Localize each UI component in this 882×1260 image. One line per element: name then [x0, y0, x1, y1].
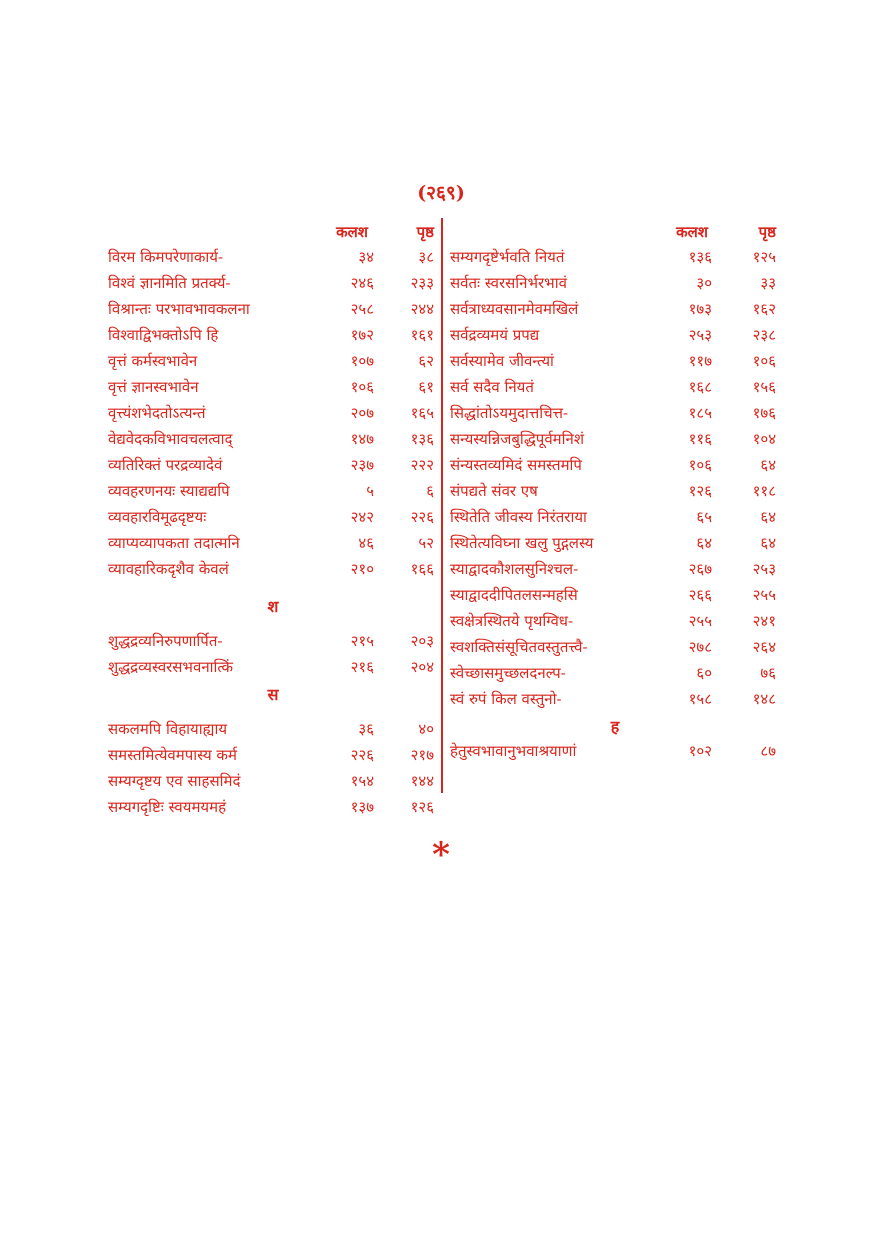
- page-number: (२६९): [417, 182, 465, 204]
- index-row: [450, 324, 780, 350]
- page-number-value: १७६: [752, 404, 776, 422]
- kalash-number: १६८: [688, 378, 712, 396]
- kalash-number: १८५: [688, 404, 712, 422]
- index-row: [108, 480, 438, 506]
- kalash-number: २१६: [350, 658, 374, 676]
- index-row: [450, 376, 780, 402]
- index-row: [450, 350, 780, 376]
- left-column-header: [108, 220, 438, 246]
- kalash-number: १३६: [688, 248, 712, 266]
- kalash-number: १७३: [688, 300, 712, 318]
- entry-text: विश्रान्तः परभावभावकलना: [108, 300, 250, 318]
- entry-text: विरम किमपरेणाकार्य-: [108, 248, 224, 266]
- index-row: [108, 630, 438, 656]
- kalash-number: ४६: [358, 534, 374, 552]
- index-row: [108, 532, 438, 558]
- entry-text: सिद्धांतोऽयमुदात्तचित्त-: [450, 404, 569, 422]
- kalash-number: १४७: [350, 430, 374, 448]
- page-number-value: १६६: [410, 560, 434, 578]
- index-row: [108, 718, 438, 744]
- page-number-value: २६४: [752, 638, 776, 656]
- index-row: [108, 770, 438, 796]
- kalash-number: २५५: [688, 612, 712, 630]
- section-heading-ha: ह: [610, 717, 620, 736]
- entry-text: वेद्यवेदकविभावचलत्वाद्: [108, 430, 233, 448]
- kalash-header: कलश: [336, 223, 368, 241]
- index-row: [450, 558, 780, 584]
- index-row: [108, 246, 438, 272]
- entry-text: सम्यगदृष्टेर्भवति नियतं: [450, 248, 565, 266]
- page-number-value: १४४: [410, 772, 434, 790]
- page-number-value: २४१: [752, 612, 776, 630]
- page-number-value: ८७: [760, 742, 776, 760]
- kalash-number: १३७: [350, 798, 374, 816]
- kalash-number: ११६: [688, 430, 712, 448]
- kalash-number: २३७: [350, 456, 374, 474]
- page-number-value: ६१: [418, 378, 434, 396]
- kalash-number: २४६: [350, 274, 374, 292]
- index-row: [108, 744, 438, 770]
- kalash-number: २४२: [350, 508, 374, 526]
- index-row: [450, 740, 780, 766]
- entry-text: व्यवहरणनयः स्याद्यद्यपि: [108, 482, 230, 500]
- entry-text: सम्यगदृष्टिः स्वयमयमहं: [108, 798, 227, 816]
- kalash-number: ५: [366, 482, 374, 500]
- page-number-value: ६२: [418, 352, 434, 370]
- index-row: [108, 454, 438, 480]
- entry-text: सर्वस्यामेव जीवन्त्यां: [450, 352, 554, 370]
- entry-text: व्याप्यव्यापकता तदात्मनि: [108, 534, 240, 552]
- kalash-number: १०६: [688, 456, 712, 474]
- index-row: [450, 584, 780, 610]
- entry-text: शुद्धद्रव्यस्वरसभवनात्किं: [108, 658, 233, 676]
- right-group-1: [450, 246, 780, 714]
- page-number-value: २५५: [752, 586, 776, 604]
- page-number-value: ३३: [760, 274, 776, 292]
- end-mark: *: [432, 835, 450, 875]
- kalash-number: ६०: [696, 664, 712, 682]
- index-row: [108, 428, 438, 454]
- left-group-1: [108, 246, 438, 584]
- page-number-value: १२६: [410, 798, 434, 816]
- entry-text: समस्तमित्येवमपास्य कर्म: [108, 746, 237, 764]
- page-number-value: ४०: [418, 720, 434, 738]
- kalash-number: १५८: [688, 690, 712, 708]
- index-row: [108, 272, 438, 298]
- index-row: [108, 350, 438, 376]
- section-heading-sa: स: [267, 685, 279, 704]
- page-number-value: १६५: [410, 404, 434, 422]
- index-row: [108, 558, 438, 584]
- entry-text: स्वं रुपं किल वस्तुनो-: [450, 690, 562, 708]
- index-row: [450, 402, 780, 428]
- index-row: [450, 428, 780, 454]
- entry-text: स्वक्षेत्रस्थितये पृथग्विध-: [450, 612, 574, 630]
- page-header: पृष्ठ: [758, 223, 776, 241]
- kalash-header: कलश: [676, 223, 708, 241]
- kalash-number: २१५: [350, 632, 374, 650]
- entry-text: शुद्धद्रव्यनिरुपणार्पित-: [108, 632, 223, 650]
- entry-text: सर्वतः स्वरसनिर्भरभावं: [450, 274, 567, 292]
- page-number-value: ५२: [418, 534, 434, 552]
- index-row: [108, 376, 438, 402]
- page-number-value: ६: [426, 482, 434, 500]
- kalash-number: ६४: [696, 534, 712, 552]
- kalash-number: २५३: [688, 326, 712, 344]
- entry-text: स्थितेति जीवस्य निरंतराया: [450, 508, 587, 526]
- entry-text: विश्वाद्विभक्तोऽपि हि: [108, 326, 219, 344]
- section-heading-sha: श: [267, 597, 279, 616]
- page-number-value: २३३: [410, 274, 434, 292]
- entry-text: सकलमपि विहायाह्याय: [108, 720, 228, 738]
- page-number-value: १६१: [410, 326, 434, 344]
- index-row: [108, 656, 438, 682]
- page-number-value: २०३: [410, 632, 434, 650]
- kalash-number: १०६: [350, 378, 374, 396]
- index-row: [450, 610, 780, 636]
- page-header: पृष्ठ: [416, 223, 434, 241]
- index-row: [450, 454, 780, 480]
- page-number-value: १४८: [752, 690, 776, 708]
- entry-text: वृत्त्यंशभेदतोऽत्यन्तं: [108, 404, 206, 422]
- page-number-value: १०६: [752, 352, 776, 370]
- kalash-number: १२६: [688, 482, 712, 500]
- index-row: [450, 662, 780, 688]
- entry-text: वृत्तं कर्मस्वभावेन: [108, 352, 198, 370]
- kalash-number: २५८: [350, 300, 374, 318]
- entry-text: संन्यस्तव्यमिदं समस्तमपि: [450, 456, 582, 474]
- entry-text: व्यतिरिक्तं परद्रव्यादेवं: [108, 456, 223, 474]
- page-number-value: २२२: [410, 456, 434, 474]
- column-divider: [441, 218, 443, 793]
- kalash-number: २७८: [688, 638, 712, 656]
- page-number-value: १५६: [752, 378, 776, 396]
- entry-text: व्यावहारिकदृशैव केवलं: [108, 560, 229, 578]
- page-number-value: २३८: [752, 326, 776, 344]
- entry-text: सम्यग्दृष्टय एव साहसमिदं: [108, 772, 241, 790]
- entry-text: व्यवहारविमूढदृष्टयः: [108, 508, 207, 526]
- kalash-number: २६७: [688, 560, 712, 578]
- entry-text: स्याद्वादकौशलसुनिश्चल-: [450, 560, 579, 578]
- page-number-value: २०४: [410, 658, 434, 676]
- left-group-3: [108, 718, 438, 822]
- page-number-value: ६४: [760, 534, 776, 552]
- page-number-value: ७६: [760, 664, 776, 682]
- page-number-value: १०४: [752, 430, 776, 448]
- index-row: [450, 636, 780, 662]
- entry-text: स्वेच्छासमुच्छलदनल्प-: [450, 664, 566, 682]
- page-number-value: ३८: [418, 248, 434, 266]
- kalash-number: २२६: [350, 746, 374, 764]
- kalash-number: १५४: [350, 772, 374, 790]
- entry-text: विश्वं ज्ञानमिति प्रतर्क्य-: [108, 274, 231, 292]
- index-row: [450, 532, 780, 558]
- index-row: [108, 506, 438, 532]
- index-row: [450, 298, 780, 324]
- entry-text: सन्यस्यन्निजबुद्धिपूर्वमनिशं: [450, 430, 585, 448]
- page-number-value: १२५: [752, 248, 776, 266]
- index-row: [450, 480, 780, 506]
- page-number-value: २२६: [410, 508, 434, 526]
- entry-text: संपद्यते संवर एष: [450, 482, 538, 500]
- kalash-number: ३४: [358, 248, 374, 266]
- kalash-number: ३६: [358, 720, 374, 738]
- right-column: [450, 220, 780, 766]
- kalash-number: १७२: [350, 326, 374, 344]
- page-number-value: ६४: [760, 508, 776, 526]
- index-row: [108, 298, 438, 324]
- right-column-header: [450, 220, 780, 246]
- left-column: [108, 220, 438, 822]
- kalash-number: १०७: [350, 352, 374, 370]
- kalash-number: २०७: [350, 404, 374, 422]
- index-row: [450, 246, 780, 272]
- index-row: [108, 796, 438, 822]
- entry-text: स्वशक्तिसंसूचितवस्तुतत्त्वै-: [450, 638, 588, 656]
- index-row: [450, 272, 780, 298]
- page-number-value: ६४: [760, 456, 776, 474]
- kalash-number: २१०: [350, 560, 374, 578]
- page-number-value: २५३: [752, 560, 776, 578]
- right-group-2: [450, 740, 780, 766]
- index-row: [108, 324, 438, 350]
- entry-text: सर्वत्राध्यवसानमेवमखिलं: [450, 300, 579, 318]
- kalash-number: २६६: [688, 586, 712, 604]
- left-group-2: [108, 630, 438, 682]
- kalash-number: ६५: [696, 508, 712, 526]
- entry-text: हेतुस्वभावानुभवाश्रयाणां: [450, 742, 577, 760]
- index-row: [450, 506, 780, 532]
- kalash-number: ३०: [696, 274, 712, 292]
- kalash-number: १०२: [688, 742, 712, 760]
- entry-text: वृत्तं ज्ञानस्वभावेन: [108, 378, 199, 396]
- entry-text: सर्वद्रव्यमयं प्रपद्य: [450, 326, 540, 344]
- page-number-value: २१७: [410, 746, 434, 764]
- page-number-value: ११८: [752, 482, 776, 500]
- kalash-number: ११७: [688, 352, 712, 370]
- entry-text: सर्व सदैव नियतं: [450, 378, 534, 396]
- index-row: [108, 402, 438, 428]
- entry-text: स्याद्वाददीपितलसन्महसि: [450, 586, 578, 604]
- page-number-value: १३६: [410, 430, 434, 448]
- entry-text: स्थितेत्यविघ्ना खलु पुद्गलस्य: [450, 534, 594, 552]
- page-number-value: १६२: [752, 300, 776, 318]
- page-number-value: २४४: [410, 300, 434, 318]
- index-row: [450, 688, 780, 714]
